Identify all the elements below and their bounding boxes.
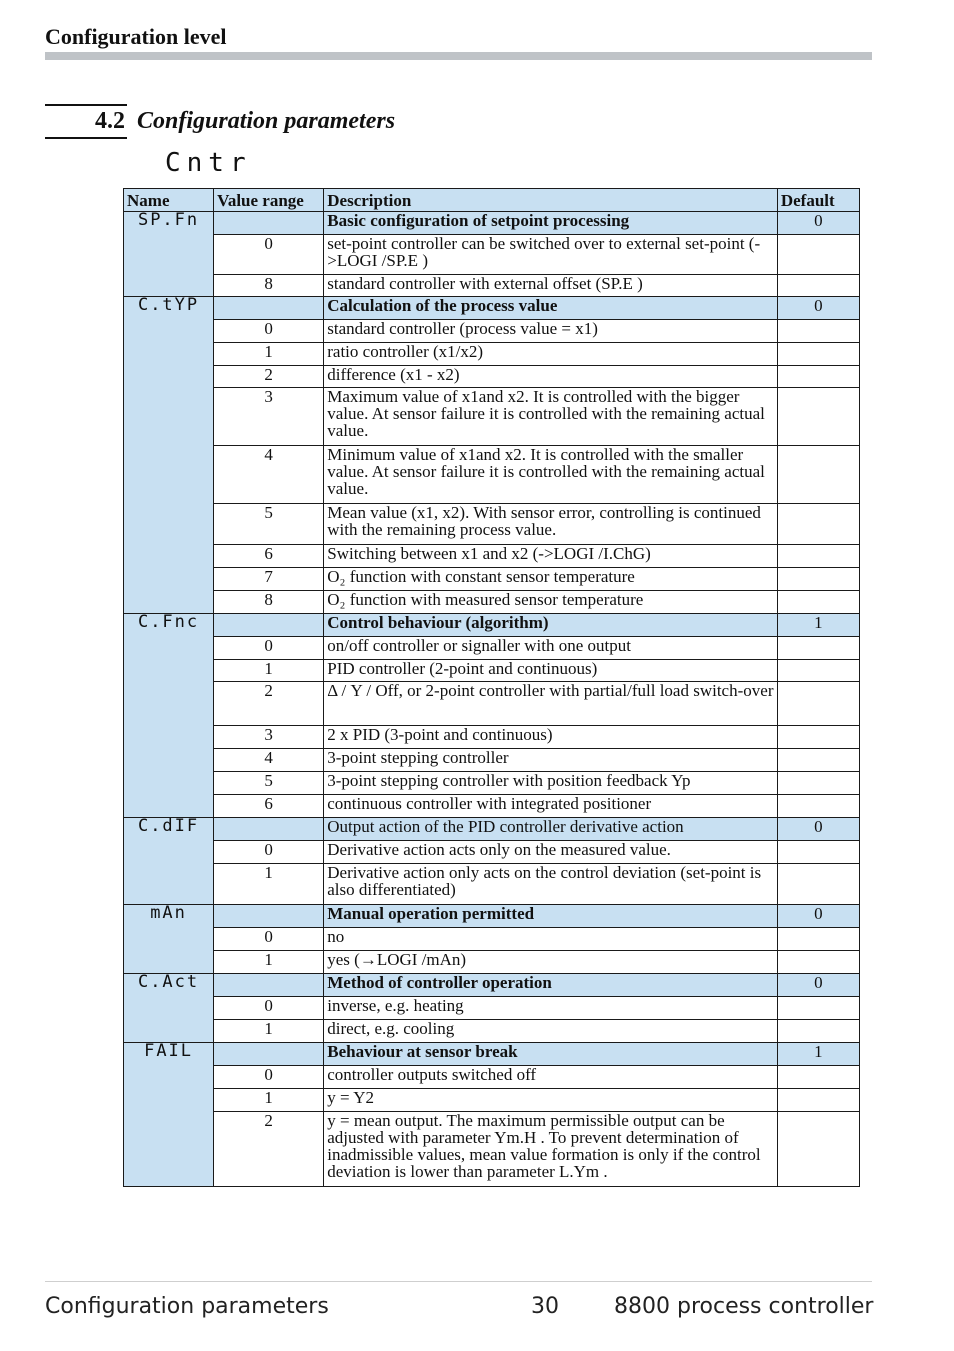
section-rule-top [45, 104, 127, 106]
option-value: 4 [214, 749, 324, 772]
table-row [124, 446, 860, 504]
default-cell [777, 772, 859, 795]
column-header-value-range: Value range [214, 189, 324, 212]
parameter-group-row [124, 1043, 860, 1066]
section-code: Cntr [165, 148, 252, 178]
parameter-title: Behaviour at sensor break [324, 1043, 778, 1066]
footer-rule [45, 1281, 872, 1282]
default-cell [777, 682, 859, 726]
table-row [124, 864, 860, 905]
table-row [124, 343, 860, 366]
parameter-group-row [124, 974, 860, 997]
default-cell [777, 275, 859, 297]
option-value: 1 [214, 1020, 324, 1043]
option-value: 0 [214, 1066, 324, 1089]
default-cell [777, 591, 859, 614]
table-row [124, 591, 860, 614]
option-value: 2 [214, 366, 324, 388]
column-header-name: Name [124, 189, 214, 212]
option-value: 0 [214, 928, 324, 951]
option-value: 1 [214, 1089, 324, 1112]
parameter-group-row [124, 905, 860, 928]
value-range-cell [214, 905, 324, 928]
default-cell [777, 928, 859, 951]
option-description: Derivative action only acts on the control deviation (set-point is also differentiated) [324, 864, 778, 905]
option-description: on/off controller or signaller with one output [324, 637, 778, 660]
table-row [124, 637, 860, 660]
table-row [124, 1020, 860, 1043]
default-cell [777, 388, 859, 446]
option-description: yes (→LOGI /mAn) [324, 951, 778, 974]
option-description: O₂ function with constant sensor temperature [324, 568, 778, 591]
parameter-group-row [124, 818, 860, 841]
option-value: 6 [214, 795, 324, 818]
table-row [124, 795, 860, 818]
table-row [124, 682, 860, 726]
default-cell [777, 951, 859, 974]
option-description: no [324, 928, 778, 951]
table-row [124, 951, 860, 974]
option-description: 3-point stepping controller with position feedback Yp [324, 772, 778, 795]
option-value: 3 [214, 726, 324, 749]
parameter-title: Calculation of the process value [324, 297, 778, 320]
parameter-table [123, 188, 860, 1187]
parameter-name: FAIL [124, 1043, 214, 1187]
default-cell [777, 366, 859, 388]
default-cell [777, 504, 859, 545]
option-description: Minimum value of x1and x2. It is controlled with the smaller value. At sensor failure it is controlled with the remaining actual value. [324, 446, 778, 504]
table-row [124, 545, 860, 568]
option-description: standard controller with external offset (SP.E ) [324, 275, 778, 297]
parameter-name: C.Act [124, 974, 214, 1043]
parameter-name: mAn [124, 905, 214, 974]
option-value: 5 [214, 504, 324, 545]
table-row [124, 1066, 860, 1089]
parameter-group-row [124, 297, 860, 320]
table-row [124, 997, 860, 1020]
default-cell [777, 637, 859, 660]
option-description: controller outputs switched off [324, 1066, 778, 1089]
footer-left: Configuration parameters [45, 1294, 329, 1319]
default-value: 1 [777, 1043, 859, 1066]
option-value: 6 [214, 545, 324, 568]
column-header-description: Description [324, 189, 778, 212]
header-title: Configuration level [45, 24, 227, 49]
option-value: 8 [214, 591, 324, 614]
option-description: Mean value (x1, x2). With sensor error, controlling is continued with the remaining process value. [324, 504, 778, 545]
option-description: direct, e.g. cooling [324, 1020, 778, 1043]
default-cell [777, 343, 859, 366]
table-row [124, 1089, 860, 1112]
option-description: standard controller (process value = x1) [324, 320, 778, 343]
option-description: continuous controller with integrated positioner [324, 795, 778, 818]
default-cell [777, 320, 859, 343]
value-range-cell [214, 297, 324, 320]
default-value: 1 [777, 614, 859, 637]
option-description: Switching between x1 and x2 (->LOGI /I.ChG) [324, 545, 778, 568]
value-range-cell [214, 614, 324, 637]
table-row [124, 772, 860, 795]
table-row [124, 1112, 860, 1187]
option-value: 1 [214, 660, 324, 682]
section-rule-bottom [45, 137, 127, 139]
option-value: 0 [214, 320, 324, 343]
option-value: 1 [214, 343, 324, 366]
option-description: inverse, e.g. heating [324, 997, 778, 1020]
default-cell [777, 545, 859, 568]
default-cell [777, 864, 859, 905]
option-value: 0 [214, 637, 324, 660]
default-cell [777, 235, 859, 275]
table-row [124, 504, 860, 545]
option-value: 5 [214, 772, 324, 795]
column-header-default: Default [777, 189, 859, 212]
default-cell [777, 1020, 859, 1043]
parameter-group-row [124, 212, 860, 235]
parameter-title: Basic configuration of setpoint processing [324, 212, 778, 235]
parameter-title: Output action of the PID controller derivative action [324, 818, 778, 841]
option-description: Derivative action acts only on the measured value. [324, 841, 778, 864]
default-value: 0 [777, 905, 859, 928]
footer-right: 8800 process controller [614, 1294, 874, 1319]
option-value: 1 [214, 951, 324, 974]
table-row [124, 726, 860, 749]
option-description: difference (x1 - x2) [324, 366, 778, 388]
table-row [124, 568, 860, 591]
table-row [124, 235, 860, 275]
default-cell [777, 446, 859, 504]
section-title: Configuration parameters [137, 108, 396, 134]
parameter-name: C.dIF [124, 818, 214, 905]
default-cell [777, 1066, 859, 1089]
option-description: Maximum value of x1and x2. It is controlled with the bigger value. At sensor failure it is controlled with the remaining actual value. [324, 388, 778, 446]
table-row [124, 660, 860, 682]
option-description: 2 x PID (3-point and continuous) [324, 726, 778, 749]
section-number: 4.2 [95, 108, 125, 134]
option-value: 3 [214, 388, 324, 446]
option-description: O₂ function with measured sensor temperature [324, 591, 778, 614]
option-value: 7 [214, 568, 324, 591]
parameter-title: Manual operation permitted [324, 905, 778, 928]
option-value: 2 [214, 1112, 324, 1187]
option-description: y = Y2 [324, 1089, 778, 1112]
value-range-cell [214, 818, 324, 841]
table-row [124, 388, 860, 446]
table-row [124, 749, 860, 772]
option-description: set-point controller can be switched over to external set-point (->LOGI /SP.E ) [324, 235, 778, 275]
footer-page-number: 30 [531, 1294, 559, 1319]
option-value: 0 [214, 997, 324, 1020]
default-cell [777, 795, 859, 818]
default-value: 0 [777, 974, 859, 997]
default-value: 0 [777, 818, 859, 841]
option-value: 8 [214, 275, 324, 297]
header-rule [45, 52, 872, 60]
option-value: 0 [214, 841, 324, 864]
default-value: 0 [777, 297, 859, 320]
table-row [124, 841, 860, 864]
option-description: y = mean output. The maximum permissible output can be adjusted with parameter Ym.H . To prevent determination of inadmissible values, mean value formation is only if the control deviation is lower than parameter L.Ym . [324, 1112, 778, 1187]
option-value: 4 [214, 446, 324, 504]
parameter-title: Method of controller operation [324, 974, 778, 997]
default-cell [777, 726, 859, 749]
default-cell [777, 749, 859, 772]
default-cell [777, 568, 859, 591]
option-description: 3-point stepping controller [324, 749, 778, 772]
parameter-group-row [124, 614, 860, 637]
default-cell [777, 1112, 859, 1187]
default-cell [777, 1089, 859, 1112]
table-row [124, 275, 860, 297]
option-description: PID controller (2-point and continuous) [324, 660, 778, 682]
option-description: ratio controller (x1/x2) [324, 343, 778, 366]
value-range-cell [214, 212, 324, 235]
table-row [124, 928, 860, 951]
option-value: 0 [214, 235, 324, 275]
option-description: Δ / Y / Off, or 2-point controller with partial/full load switch-over [324, 682, 778, 726]
table-row [124, 366, 860, 388]
option-value: 2 [214, 682, 324, 726]
default-cell [777, 997, 859, 1020]
parameter-name: SP.Fn [124, 212, 214, 297]
value-range-cell [214, 1043, 324, 1066]
table-row [124, 320, 860, 343]
option-value: 1 [214, 864, 324, 905]
value-range-cell [214, 974, 324, 997]
parameter-name: C.Fnc [124, 614, 214, 818]
parameter-name: C.tYP [124, 297, 214, 614]
default-cell [777, 841, 859, 864]
parameter-title: Control behaviour (algorithm) [324, 614, 778, 637]
table-header-row [124, 189, 860, 212]
default-value: 0 [777, 212, 859, 235]
default-cell [777, 660, 859, 682]
